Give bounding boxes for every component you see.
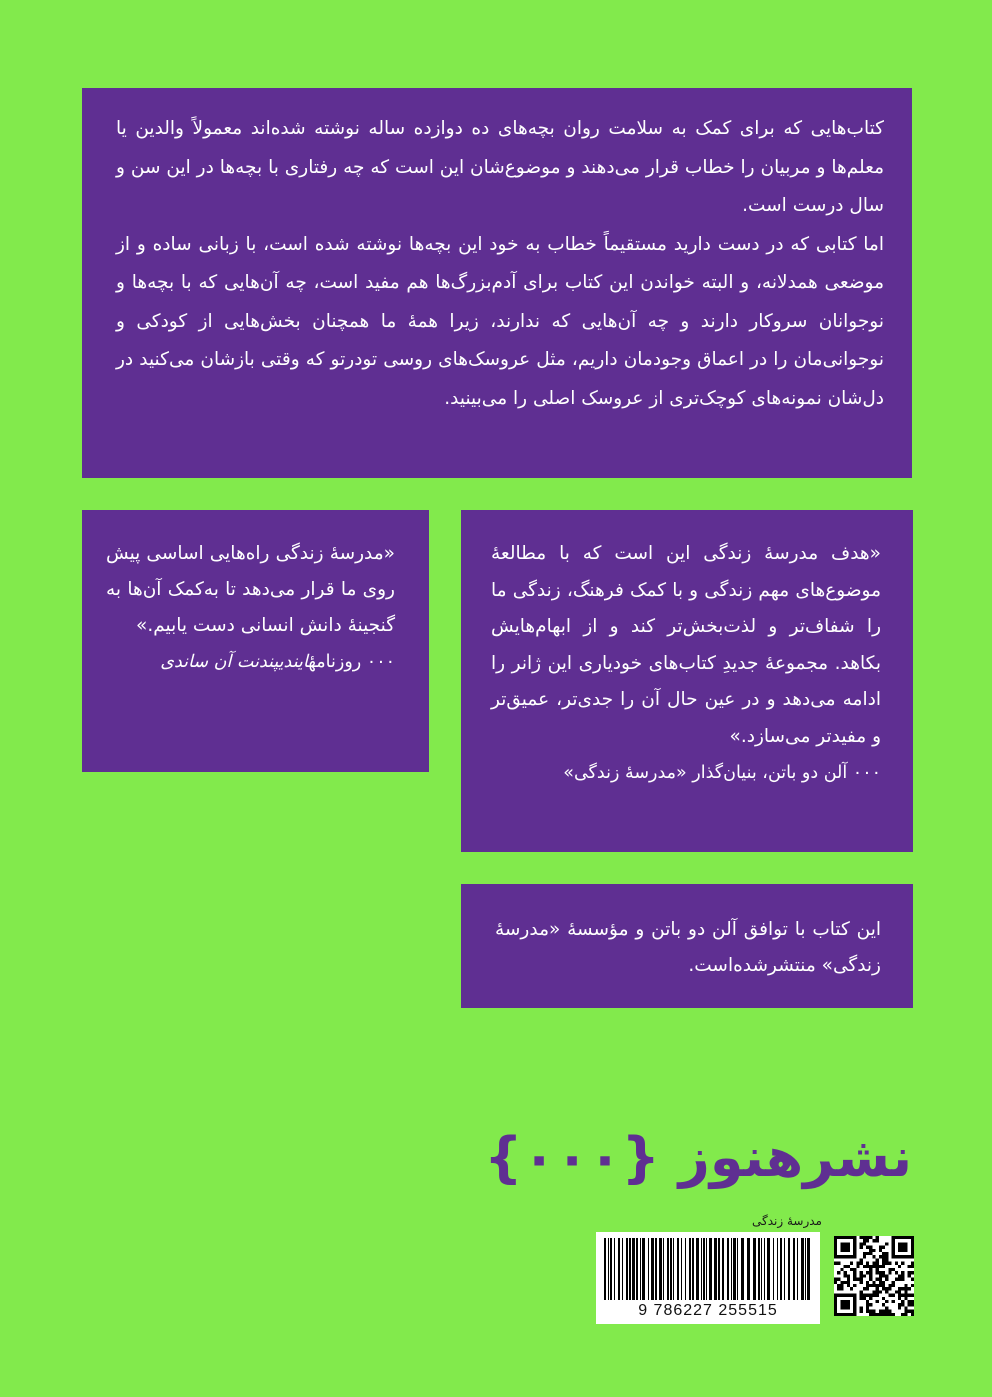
publisher-logo: نشرهنوز {٠٠٠} [484, 1126, 912, 1189]
review-quote-text: «مدرسهٔ زندگی راه‌هایی اساسی پیش روی ما قرار می‌دهد تا به‌کمک آن‌ها به گنجینهٔ دانش انسانی دست یابیم.» [106, 543, 395, 636]
series-label: مدرسهٔ زندگی [752, 1214, 822, 1228]
attribution-prefix: ٠٠٠ روزنامهٔ [308, 652, 395, 672]
description-paragraph-1: کتاب‌هایی که برای کمک به سلامت روان بچه‌های ده دوازده ساله نوشته شده‌اند معمولاً والدین یا معلم‌ها و مربیان را خطاب قرار می‌دهند و موضوع‌شان این است که چه رفتاری با بچه‌ها در این سن و سال درست است. [116, 118, 884, 216]
founder-quote-panel [461, 510, 913, 852]
qr-code-icon [834, 1236, 914, 1316]
attribution-source: ایندیپندنت آن ساندی [160, 652, 309, 672]
review-quote-attribution [106, 644, 395, 680]
isbn-number: 9 786227 255515 [638, 1302, 778, 1319]
review-quote-panel [82, 510, 429, 772]
description-panel [82, 88, 912, 478]
barcode-bars-icon [604, 1238, 812, 1300]
barcode [596, 1232, 820, 1324]
founder-quote-attribution: ٠٠٠ آلن دو باتن، بنیان‌گذار «مدرسهٔ زندگی» [563, 763, 881, 783]
publication-note-text: این کتاب با توافق آلن دو باتن و مؤسسهٔ «مدرسهٔ زندگی» منتشرشده‌است. [495, 919, 881, 976]
description-paragraph-2: اما کتابی که در دست دارید مستقیماً خطاب به خود این بچه‌ها نوشته شده است، با زبانی ساده و از موضعی همدلانه، و البته خواندن این کتاب برای آدم‌بزرگ‌ها هم مفید است، چه آن‌هایی که با بچه‌ها و نوجوانان سروکار دارند و چه آن‌هایی که ندارند، زیرا همهٔ ما همچنان بخش‌هایی از کودکی و نوجوانی‌مان را در اعماق وجودمان داریم، مثل عروسک‌های روسی تودرتو که وقتی بازشان می‌کنید در دل‌شان نمونه‌های کوچک‌تری از عروسک اصلی را می‌بینید. [116, 233, 884, 409]
publication-note-panel [461, 884, 913, 1008]
founder-quote-text: «هدف مدرسهٔ زندگی این است که با مطالعهٔ موضوع‌های مهم زندگی و با کمک فرهنگ، زندگی ما را شفاف‌تر و لذت‌بخش‌تر کند و از ابهام‌هایش بکاهد. مجموعهٔ جدیدِ کتاب‌های خودیاری این ژانر را ادامه می‌دهد و در عین حال آن را جدی‌تر، عمیق‌تر و مفیدتر می‌سازد.» [491, 543, 881, 747]
